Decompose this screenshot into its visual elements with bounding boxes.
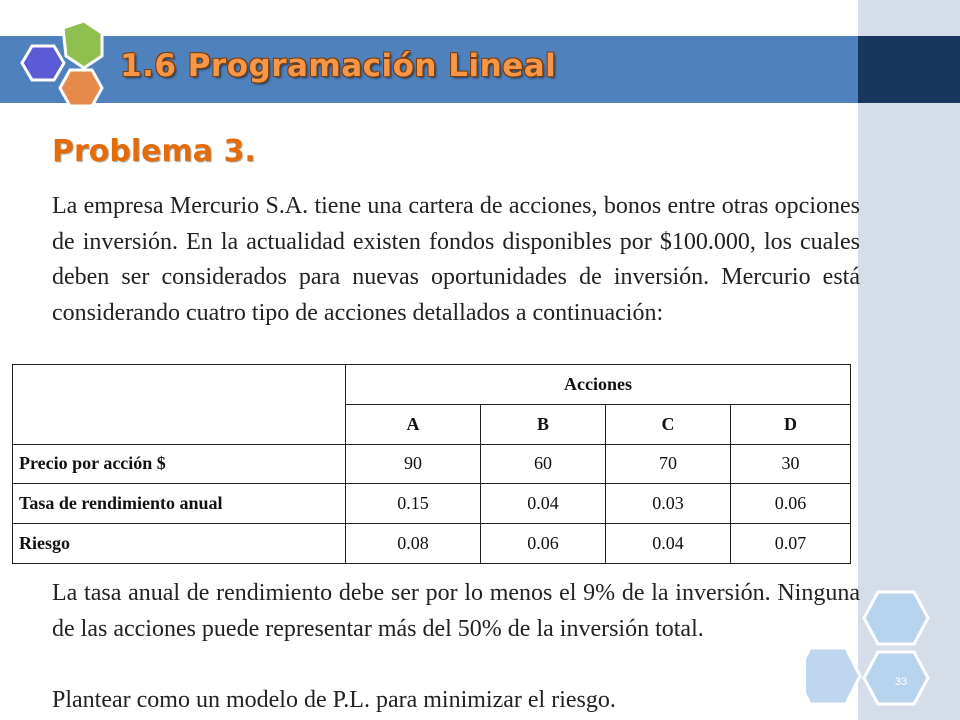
page-number: 33 [894, 676, 908, 688]
table-row-riesgo [13, 524, 851, 564]
table-group-header: Acciones [346, 365, 851, 405]
hexagon-orange-icon [60, 70, 102, 106]
table-cell: 0.08 [346, 524, 481, 564]
table-cell: 0.06 [481, 524, 606, 564]
intro-paragraph: La empresa Mercurio S.A. tiene una cartera de acciones, bonos entre otras opciones de inversión. En la actualidad existen fondos disponibles por $100.000, los cuales deben ser considerados para nuevas oportunidades de inversión. Mercurio está considerando cuatro tipo de acciones detallados a continuación: [52, 193, 860, 326]
table-cell: 0.03 [606, 484, 731, 524]
table-cell: 0.07 [731, 524, 851, 564]
hexagon-green-icon [63, 21, 102, 68]
stocks-table [12, 364, 851, 564]
table-group-header-row [13, 365, 851, 405]
table-cell: 0.04 [481, 484, 606, 524]
table-cell: 0.04 [606, 524, 731, 564]
slide-title: 1.6 Programación Lineal [120, 48, 557, 84]
table-cell: 70 [606, 444, 731, 484]
hexagon-light-icon [864, 592, 928, 644]
table-corner-cell [13, 365, 346, 405]
table-corner-cell [13, 404, 346, 444]
hexagon-decoration-icon [806, 588, 960, 720]
constraints-paragraph: La tasa anual de rendimiento debe ser por lo menos el 9% de la inversión. Ninguna de las acciones puede representar más del 50% de la inversión total. [52, 580, 860, 642]
column-header-d: D [731, 404, 851, 444]
table-cell: 60 [481, 444, 606, 484]
table-column-header-row [13, 404, 851, 444]
header-bar-dark-segment [858, 36, 960, 103]
table-cell: 0.06 [731, 484, 851, 524]
task-paragraph: Plantear como un modelo de P.L. para minimizar el riesgo. [52, 687, 616, 713]
row-label: Tasa de rendimiento anual [13, 484, 346, 524]
row-label: Riesgo [13, 524, 346, 564]
table-row-precio [13, 444, 851, 484]
table-cell: 0.15 [346, 484, 481, 524]
row-label: Precio por acción $ [13, 444, 346, 484]
column-header-a: A [346, 404, 481, 444]
hexagon-light-icon [806, 648, 860, 704]
hexagon-logo-icon [14, 18, 112, 114]
table-row-tasa [13, 484, 851, 524]
table-cell: 30 [731, 444, 851, 484]
column-header-b: B [481, 404, 606, 444]
hexagon-blue-icon [22, 46, 64, 80]
table-cell: 90 [346, 444, 481, 484]
column-header-c: C [606, 404, 731, 444]
problem-title: Problema 3. [52, 134, 256, 169]
